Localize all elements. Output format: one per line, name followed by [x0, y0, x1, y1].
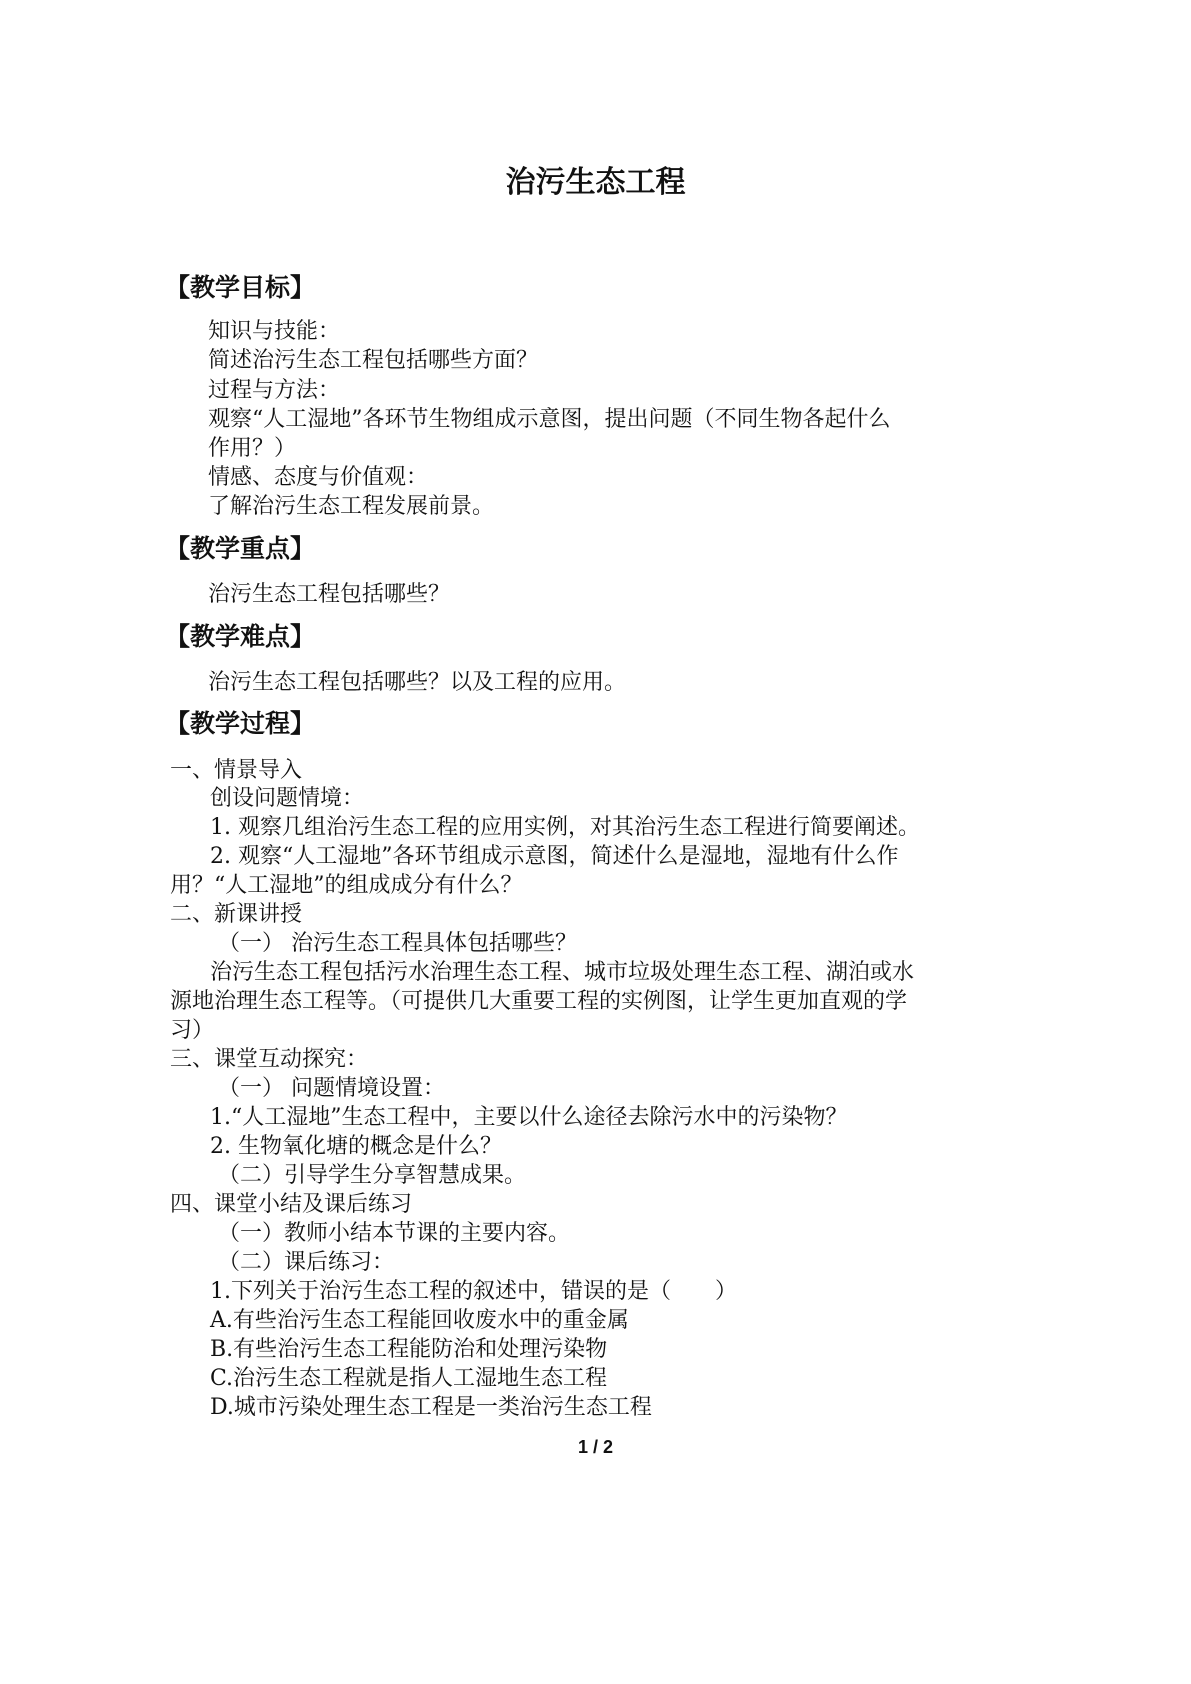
process-line: （一）教师小结本节课的主要内容。	[218, 1221, 571, 1246]
objectives-line: 简述治污生态工程包括哪些方面？	[208, 348, 539, 373]
section-heading-objectives: 【教学目标】	[165, 273, 316, 302]
process-line: 1. 观察几组治污生态工程的应用实例，对其治污生态工程进行简要阐述。	[210, 815, 920, 840]
process-line: 四、课堂小结及课后练习	[170, 1192, 413, 1217]
process-line: 治污生态工程包括污水治理生态工程、城市垃圾处理生态工程、湖泊或水	[210, 960, 915, 985]
exercise-option: B.有些治污生态工程能防治和处理污染物	[210, 1337, 608, 1362]
section-heading-process: 【教学过程】	[165, 709, 316, 738]
exercise-question: 1.下列关于治污生态工程的叙述中，错误的是（ ）	[210, 1279, 737, 1304]
section-heading-key-points: 【教学重点】	[165, 534, 316, 563]
process-line: 三、课堂互动探究：	[170, 1047, 369, 1072]
objectives-line: 了解治污生态工程发展前景。	[208, 494, 495, 519]
process-line: 一、情景导入	[170, 758, 303, 783]
exercise-option: A.有些治污生态工程能回收废水中的重金属	[210, 1308, 629, 1333]
difficulties-line: 治污生态工程包括哪些？以及工程的应用。	[208, 670, 627, 695]
objectives-line: 知识与技能：	[208, 319, 341, 344]
process-line: （一） 治污生态工程具体包括哪些？	[218, 931, 577, 956]
objectives-line: 过程与方法：	[208, 378, 341, 403]
process-line: 习）	[170, 1018, 215, 1043]
process-line: 创设问题情境：	[210, 786, 365, 811]
page-number: 1 / 2	[577, 1437, 614, 1457]
exercise-option: D.城市污染处理生态工程是一类治污生态工程	[210, 1395, 652, 1420]
process-line: 2. 生物氧化塘的概念是什么？	[210, 1134, 502, 1159]
process-line: （一） 问题情境设置：	[218, 1076, 445, 1101]
process-line: 1.“人工湿地”生态工程中，主要以什么途径去除污水中的污染物？	[210, 1105, 848, 1130]
page-title: 治污生态工程	[505, 165, 686, 200]
objectives-line: 观察“人工湿地”各环节生物组成示意图，提出问题（不同生物各起什么	[208, 407, 891, 432]
objectives-line: 情感、态度与价值观：	[208, 465, 429, 490]
key-points-line: 治污生态工程包括哪些？	[208, 582, 451, 607]
objectives-line: 作用？）	[208, 436, 297, 461]
process-line: 用？“人工湿地”的组成成分有什么？	[170, 873, 523, 898]
process-line: 源地治理生态工程等。（可提供几大重要工程的实例图，让学生更加直观的学	[170, 989, 908, 1014]
exercise-option: C.治污生态工程就是指人工湿地生态工程	[210, 1366, 608, 1391]
process-line: （二）引导学生分享智慧成果。	[218, 1163, 527, 1188]
section-heading-difficulties: 【教学难点】	[165, 622, 316, 651]
process-line: （二）课后练习：	[218, 1250, 395, 1275]
process-line: 2. 观察“人工湿地”各环节组成示意图，简述什么是湿地，湿地有什么作	[210, 844, 899, 869]
process-line: 二、新课讲授	[170, 902, 303, 927]
